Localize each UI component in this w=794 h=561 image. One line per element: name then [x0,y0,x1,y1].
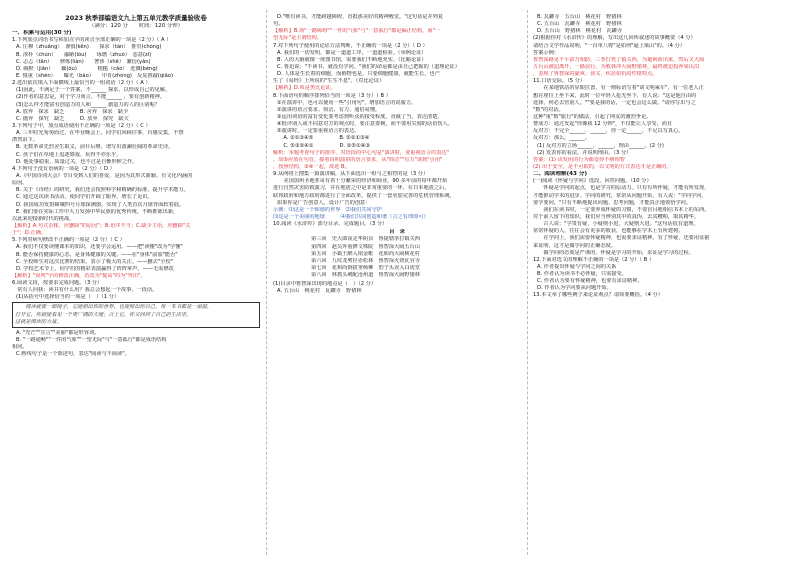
text-line: B. 能否保持健康的心态，是身体健康的关键。——在"身体"前加"能否" [16,251,178,258]
text-line: 以此来迎接新时代的挑战。 [12,215,75,222]
column-left-tail [12,330,260,359]
column-left-lines [12,30,260,301]
text-line: (1)因此，不满足于一个答案，不______ 探求，以形成自己的见解。 [16,87,171,94]
quote-line: 打开它，你就能看见一个更广阔的天地；合上它，你又回到了自己的生活里， [15,311,192,318]
text-line: 古人说："学贵有疑，小疑则小进，大疑则大进。"这句话很有道理。 [533,221,699,228]
toc-row: 第八回 林教头刺配沧州道 鲁智深大闹野猪林 [311,272,420,279]
text-line: 9.从网络上搜集一篇演讲稿，从下面选出一组与之相符的是（3 分） [273,171,429,178]
text-line: 进行自然灾害防救演习，并在地震之中是非常重要的一环，在日本地震之后， [273,185,450,192]
text-line: 做学问的态度是严谨的，怀疑是学习的开始，求证是学习的过程。 [533,249,694,256]
text-line: 才能推动学术的进步。学问的研究，常常从问题开始，有人说："学问学问， [533,192,707,199]
text-line: 6.阅读文段，按要求完成问题。（3 分） [12,280,103,287]
text-line: ①在演讲中，也可以使用一些"引用句"，增加语言的说服力。 [277,99,417,106]
text-line: 【解析】A.句式杂糅，应删除"的原因"；B.语序不当；C.缺少主语，应删除"关 [12,222,191,229]
text-line: 反对方：那么，______。 [533,135,591,142]
text-line: 相同。 [12,344,28,351]
toc-row: 第六回 九纹龙剪径赤松林 鲁智深火烧瓦官寺 [311,257,420,264]
text-line: C. 通过这次读书活动，使同学们开阔了眼界，增长了见识。 [16,194,153,201]
text-line: C.画线句子是一个陈述句，表达"阅读与不阅读"。 [16,351,130,358]
text-line: 怀疑是学问的起点，也是学习的原动力。只有有所怀疑，才能有所发现， [533,185,710,192]
text-line: B. 作者认为读书不必怀疑，只需接受。 [537,271,627,278]
toc-row: 第七回 花和尚倒拔垂杨柳 豹子头误入白虎堂 [311,264,420,271]
text-line: ⑶这是一个美丽的地球 ⑷我们共同创造和谐（言之有理即可） [273,213,429,220]
quote-line: 阅读就像一面镜子，它能照出你的世界，也能照出你自己。每一本书都是一扇窗， [15,304,213,311]
text-line: 12.下面对选文的理解不正确的一项是（2 分）（ B ） [533,256,655,263]
text-line: D. 他处事稳重，质量过关，也不过是自惭形秽之作。 [16,158,138,165]
text-line: B. "一路通畅""一件的气象""一望无际"与"一意孤行"都是成语结构 [16,337,167,344]
toc-rows [273,236,521,279]
text-line: 句。 [273,21,284,28]
column-middle [273,14,521,554]
text-line: 7.对下列句子使用的论证方法判断，不正确的一项是（2 分）（ D ） [273,42,428,49]
text-line: 鲁智深路见不平拔刀相助，三拳打死了镇关西，为避祸而出家，然后又大闹 [533,56,705,63]
text-line: 一、积累与运用(30 分) [12,30,72,37]
text-line: 3.下列句子中，加点成语使用不正确的一项是（2 分）（ C ） [12,122,151,129]
text-line: C. 抛弃 探究 缺乏 D. 放弃 探究 缺欠 [16,115,129,122]
text-line: D. 五台山 野猪林 桃花村 瓦罐寺 [537,28,623,35]
text-line: 反对方：不完全______，______，你一定______，不足以写真心。 [533,128,684,135]
text-line: D."唯有读书，才能跨越障碍，直抵那美好的精神殿堂。"这句话是并列复 [277,14,444,20]
text-line: ⑤演讲时，一定要重视语言的表达。 [277,128,360,135]
text-line: A. "光芒""宣言""美丽"都是形容词。 [16,329,100,336]
text-line: 想在座位上坐下来，此时一位年轻人抢先坐下，有人说："这是他自由的 [533,92,697,99]
text-line: 生了《易经》上所说的"生生不息"。（对比论证） [273,78,385,85]
text-line: A. 我们的一切发明，都是一道道工序，一道道检验。（举例论证） [277,49,427,56]
text-line: C. 孩子们在草地上追逐嬉戏，玩得不亦乐乎。 [16,151,122,158]
text-line: 来证明，这才是做学问的正确态度。 [533,242,617,249]
text-line: (3)怎么样才能富有创造力的人和______ 創造力的人的区别呢？ [16,101,160,108]
text-line: (1)目录中鲁智深出现的地点是（ ）（2 分） [273,281,377,288]
text-line: 在学问上，我们需要怀疑精神，也需要求证精神。有了怀疑，还要用证据 [533,235,710,242]
text-line: (1)从括号中选择恰当的一项是（ ）（1 分） [16,294,120,301]
text-line: 【解析】B.项"一路障碍""一件的气象"与"一意孤行"都是偏正结构，而"一 [273,28,441,35]
text-line: 望无际"是主谓结构。 [273,35,323,42]
text-line: 五台山被迫离开，一路前行，为救林冲大闹野猪林，最终被迫投奔梁山泊 [533,63,700,70]
toc-row: 第四回 赵员外重修文殊院 鲁智深大闹五台山 [311,243,420,250]
text-line: ，故⑤应放在句首。接着说明演讲的语言要求，从"简洁""有力"谈到"引用" [273,156,443,163]
text-line: A. 三年时光匆匆而过，在毕业晚会上，同学们回顾往事，百感交集，不禁 [16,130,184,137]
text-line: 1.下列加点词语书写和加点字的读音全部正确的一项是（2 分）（ A ） [12,37,172,44]
text-line: 答案：(1) 该发团的行为都变得不够理智 [533,156,625,163]
text-line: 8.下面语句的顺序排列恰当的一项是（3 分）（ B ） [273,92,391,99]
quote-box [12,302,260,327]
text-line: 要学要问。"只有不断地提出问题、思考问题，才能真正地领悟学问。 [533,199,692,206]
text-line: D. 人体是生长着的细胞，而植物也是，只要细胞健康，就能生长，也产 [277,71,440,78]
text-line: (2) 发表你的看法，并说明理由。（3 分） [537,149,632,156]
column-middle-tail [273,281,521,295]
text-line: 原因。 [12,180,28,187]
text-line: A. 五台山 桃花村 瓦罐寺 野猪林 [277,288,362,295]
text-line: 美国加州圣地亚哥有着十分繁荣的经济和商业，90 多年前的每年都开始 [273,178,448,185]
text-line: A. ②①③④⑤ B. ⑤②①③④ [273,135,370,142]
text-line: D. 学校艺术节上，同学们的精彩表演赢得了阵阵掌声。——无需修改 [16,265,174,272]
text-line: 解析：本题考查句子的排序，对语段的中心句是"演讲时，要重视语言的表达" [273,149,449,156]
text-line: 【解析】D.项是类比论证。 [273,85,336,92]
text-line: A.《中国诗词大会》节目受到人们的喜爱，是因为其形式新颖、有文化内涵的 [16,172,193,179]
text-line: 4.下列句子没有语病的一项是（2 分）（ D ） [12,165,115,172]
column-divider [527,10,528,555]
text-line: B. 瓦罐寺 五台山 桃花村 野猪林 [537,14,622,20]
text-line: C. 作者认为要有怀疑精神，也要有求证精神。 [537,278,643,285]
text-line: A. 作者提出怀疑与学问之间的关系 [537,263,617,270]
toc-row: 第五回 小霸王醉入销金帐 花和尚大闹桃花村 [311,250,420,257]
toc-heading: 目 录 [389,229,405,236]
text-line: 【解析】"误判"字的修改正确，若改为"提高"的为"突出"。 [12,272,146,279]
text-line: 答案示例： [533,49,559,56]
quote-line: 这就是阅读的力量。 [15,318,62,325]
text-line: 示例：⑴这是一个和谐的世界 ⑵我们共同守护 [273,206,382,213]
text-line: 11.口语交际。（5 分） [533,78,586,85]
exam-title: 2023 秋季部编语文九上第五单元教学质量验收卷 [65,14,207,22]
text-line: ，表现了鲁智深的豪爽、侠义、疾恶如仇的性格特点。 [533,71,658,78]
text-line: 2.选出依次填入下面横线上最恰当的一组词语（2 分）（ A ） [12,80,151,87]
text-line: 如果你是广告创意人，设计广告的创意： [277,199,371,206]
text-line: 请结合文学作品说明，"一百单八将"是如何"逼上梁山"的。（4 分） [533,42,685,49]
column-left [12,14,260,554]
text-line: 在某地铁站的显眼位置，有一则标语写着"请文明乘车"，有一位老人正 [533,85,704,92]
text-line: A. 我们不仅要读懂课本的知识，还要学会运用。——把"读懂"改为"学懂" [16,244,183,251]
text-line: 对于前人留下的知识，我们应当辨别其中的真伪，去其糟粕，取其精华。 [533,213,700,220]
text-line: 这种"重"数"旅行"的做法，引起了网友的激烈争论。 [533,113,652,120]
text-line: 赞成方：通过发起"你像我 12 分钟"，不仅能让人享受，而且 [533,121,673,128]
text-line: C. 鲁迅说："不读书，就没有学问。"我们的命运都是由自己把握的（道理论证） [277,63,460,70]
column-right-lines [533,14,781,300]
text-line: B. 关于《诗经》的研究，我们还会按照科学和精确的标准，提升学术能力。 [16,187,189,194]
text-line: A. 放弃 探求 缺乏 B. 舍弃 探求 缺少 [16,108,129,115]
text-line: B. 淳朴（chún） 鄙陋(lòu) 琢磨（zhuó） 恣意(zì) [16,51,152,58]
column-divider [266,10,267,555]
text-line: D. 作者认为学问要从问题开始。 [537,285,612,292]
text-line: B. 无数革命先烈舍生取义，前仆后继，谱写出波澜壮阔的革命史诗。 [16,144,174,151]
text-line: E. 慎重（shèn） 曝光（bào） 中肯(zhòng) 反复推敲(qiāo) [16,72,174,79]
text-line: B. 人的大脑就像一座图书馆，需要我们不断地充实。（比喻论证） [277,56,427,63]
text-line: C. ⑤③②④① D. ②⑤①④③ [273,142,371,149]
text-line: "数"的对话。 [533,106,564,113]
text-line: (一)阅读《怀疑与学问》选段，回答问题。（10 分） [533,178,652,185]
text-line: ④批评别人或不同意对方的观点时，要注意委婉，而不要用尖刻的话语伤人。 [277,121,453,128]
text-line: A. 庄穆（zhuāng） 谨慎(kěn) 探求（tàn） 推崇(chóng) [16,44,162,51]
text-line: 于"；D.正确。 [12,230,46,237]
text-line: (2)作者的意思是，对于学习而言，不能______ ，要有创新精神。 [16,94,166,101]
text-line: 联邦政府和地方政府都进行了全面改革，提供了一套更加完善的危机管理系统。 [273,192,455,199]
text-line: D. 缄默（jiān） 藕(ǒu) 粗糙（cāo） 迸溅(bèng) [16,65,158,72]
text-line: 10.阅读《水浒传》部分目录，完成题目。（3 分） [273,221,388,228]
toc-row: 第三回 史大郎夜走华阴县 鲁提辖拳打镇关西 [311,236,420,243]
text-line: 13.本文举了哪些例子来论证观点？请简要概括。（4 分） [533,292,663,299]
table-of-contents [273,229,521,279]
text-line: C. 五台山 瓦罐寺 桃花村 野猪林 [537,21,622,28]
text-line: D. 我国成功发射嫦娥四号月球探测器，实现了人类首次月球背面软着陆。 [16,201,185,208]
exam-meta: （满分：120 分 时间：120 分钟） [88,23,184,29]
column-right [533,14,781,554]
text-line: 5.下列对病句修改不正确的一项是（2 分）（ C ） [12,237,125,244]
text-line: ③运用词语的富有变化要考虑到听众的接受程度，直截了当，表达清楚。 [277,113,443,120]
text-line: 潸然泪下。 [12,137,38,144]
text-line: (2) 出于安全，是不可取的，以文明的方式表达才是正确的。 [533,163,672,170]
text-line: 常常怀疑的人，往往会有更多的收获，也能够在学术上有所建树。 [533,228,684,235]
text-line: (2)根据你对《水浒传》的理解，写出这几回所叙述的故事概要（4 分） [533,35,696,42]
text-line: 选择，何必去管别人。""要是我的话，一定也会这么做。"请你写出与之 [533,99,696,106]
text-line: C. 全校师生对这次比赛的结果，表示了极大的关注。——删去"全校" [16,258,173,265]
text-line: C. 忐忑（tǎn） 修炼(liàn) 奢侈（shē） 繁衍(yǎn) [16,58,151,65]
text-line: 常有人问我：读书有什么用？我总会想起一个故事，一段话。 [12,287,158,294]
column-middle-lines [273,14,521,228]
text-line: ②演讲的语言要求、简洁、有力、通俗易懂。 [277,106,381,113]
text-line: (1) 反对方的立场______，______，理由______。(2 分) [537,142,664,149]
text-line: 我们在读书时，一定要养成怀疑的习惯，不要盲目地相信书本上的东西。 [533,206,710,213]
text-line: E. 我们要在实际工作中大力发扬中华民族的优秀传统，不断推陈出新， [16,208,179,215]
text-line: ，按照结构，③④一起，故选 B。 [273,163,350,170]
text-line: 二、阅读理解(43 分) [533,171,588,178]
